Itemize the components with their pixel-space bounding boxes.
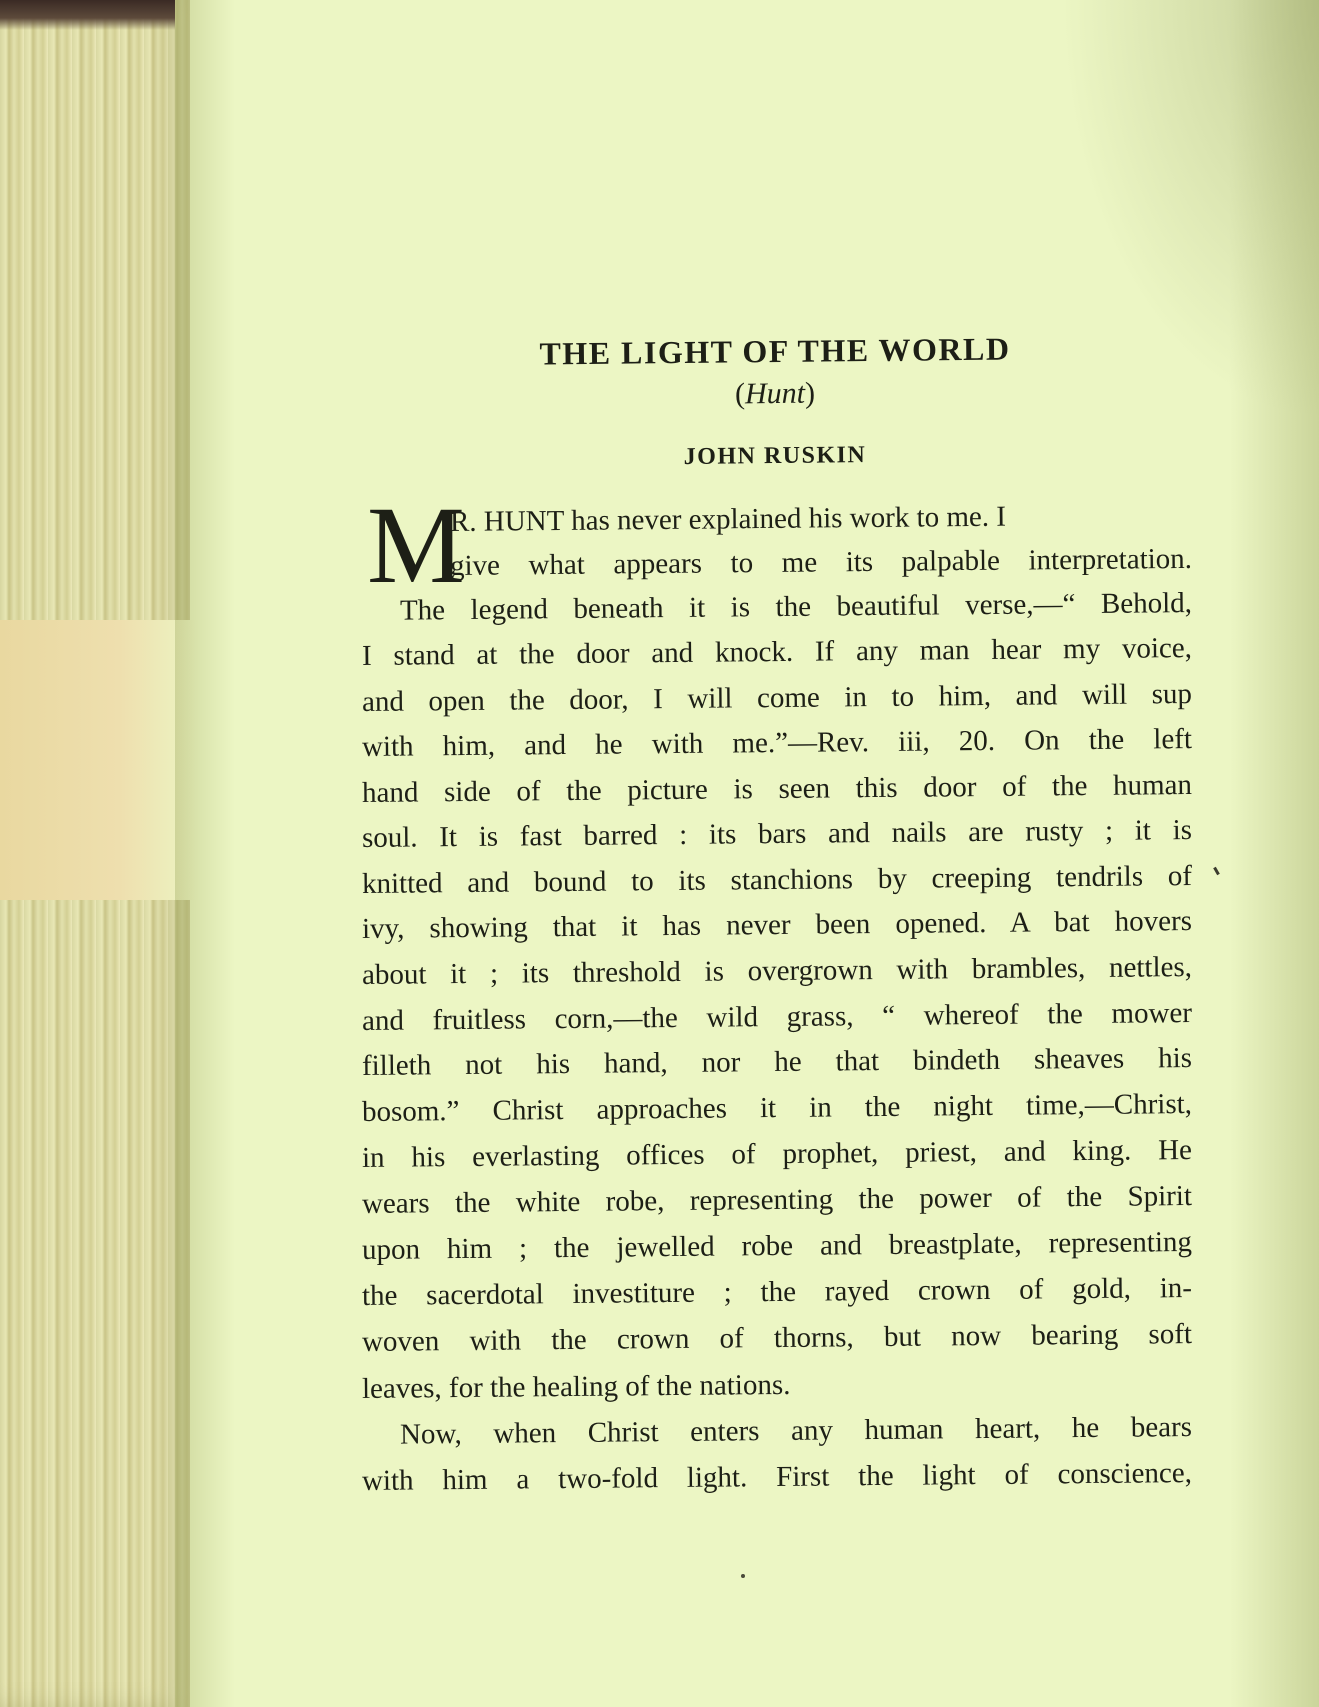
ink-dot [741, 1574, 745, 1578]
text-line: and open the door, I will come in to him, and will sup [361, 678, 1193, 718]
text-line: filleth not his hand, nor he that bindeth sheaves his [361, 1042, 1193, 1082]
text-line: in his everlasting offices of prophet, priest, and king. He [361, 1134, 1193, 1174]
text-line: woven with the crown of thorns, but now bearing soft [361, 1318, 1193, 1358]
page-edges-gap [0, 620, 200, 900]
text-line: R. HUNT has never explained his work to me. I [449, 500, 1007, 538]
text-line: hand side of the picture is seen this door of the human [361, 769, 1193, 809]
text-line: give what appears to me its palpable interpretation. [449, 542, 1193, 582]
page-title: THE LIGHT OF THE WORLD [539, 330, 1011, 372]
text-line: with him, and he with me.”—Rev. iii, 20. On the left [361, 723, 1193, 763]
ink-mark [1213, 867, 1220, 875]
text-line: I stand at the door and knock. If any man hear my voice, [361, 632, 1193, 672]
text-line: bosom.” Christ approaches it in the night time,—Christ, [361, 1088, 1193, 1128]
drop-cap: M [367, 484, 465, 606]
text-line: wears the white robe, representing the power of the Spirit [361, 1180, 1193, 1220]
artist-name-text: Hunt [744, 376, 806, 411]
author-name: JOHN RUSKIN [683, 442, 867, 470]
text-line: the sacerdotal investiture ; the rayed crown of gold, in- [361, 1272, 1193, 1312]
text-line: about it ; its threshold is overgrown with brambles, nettles, [361, 951, 1193, 991]
page-edges-top [0, 0, 175, 30]
text-line: The legend beneath it is the beautiful verse,—“ Behold, [399, 587, 1193, 627]
text-line: with him a two-fold light. First the light of conscience, [361, 1457, 1193, 1497]
text-line: Now, when Christ enters any human heart, he bears [399, 1411, 1193, 1451]
artist-name: (Hunt) [734, 376, 816, 411]
text-line: ivy, showing that it has never been opened. A bat hovers [361, 905, 1193, 945]
text-line: knitted and bound to its stanchions by creeping tendrils of [361, 860, 1193, 900]
text-line: leaves, for the healing of the nations. [361, 1368, 791, 1405]
text-line: and fruitless corn,—the wild grass, “ whereof the mower [361, 997, 1193, 1037]
gutter-shadow [175, 0, 235, 1707]
text-line: soul. It is fast barred : its bars and nails are rusty ; it is [361, 814, 1193, 854]
text-line: upon him ; the jewelled robe and breastplate, representing [361, 1226, 1193, 1266]
